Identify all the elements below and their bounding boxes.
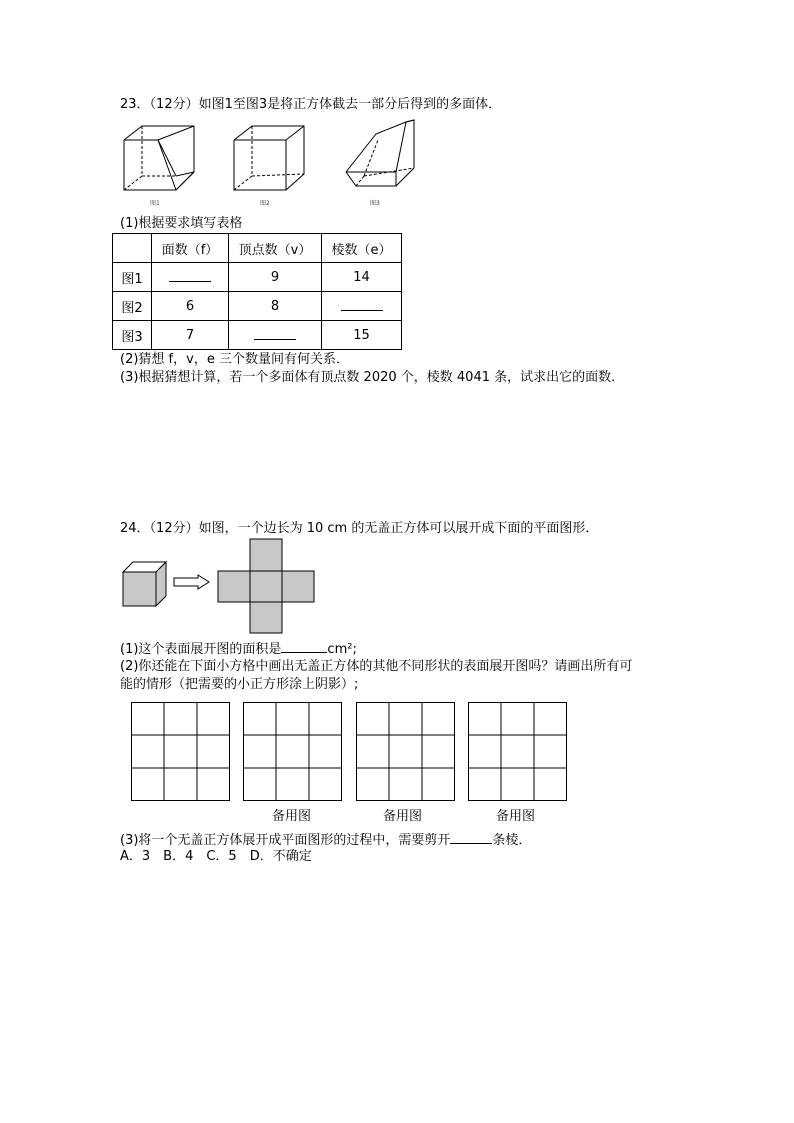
edges-cut-blank[interactable] (450, 831, 492, 844)
q23-part3: (3)根据猜想计算，若一个多面体有顶点数 2020 个，棱数 4041 条，试求出它的面数． (120, 370, 625, 385)
drawing-grid[interactable] (356, 702, 456, 802)
q24-part3 (120, 831, 531, 849)
figure-2-caption: 图2 (260, 200, 270, 207)
figure-3-polyhedron (338, 116, 428, 196)
q24-title: 24．（12分）如图，一个边长为 10 cm 的无盖正方体可以展开成下面的平面图形． (120, 521, 599, 536)
q23-title: 23．（12分）如图1至图3是将正方体截去一部分后得到的多面体． (120, 97, 502, 112)
q24-part3-text: (3)将一个无盖正方体展开成平面图形的过程中，需要剪开 (120, 833, 451, 848)
arrow-icon (172, 574, 212, 590)
q23-part1: (1)根据要求填写表格 (120, 216, 243, 231)
edges-cell: 14 (322, 263, 402, 292)
q24-part1-text: (1)这个表面展开图的面积是 (120, 642, 282, 657)
edges-cell: 15 (322, 321, 402, 350)
q24-options: A．3 B．4 C．5 D．不确定 (120, 849, 312, 864)
vertices-cell: 9 (229, 263, 322, 292)
grid-caption: 备用图 (383, 809, 423, 824)
faces-cell: 7 (152, 321, 229, 350)
header-cell-edges: 棱数（e） (322, 234, 402, 263)
faces-blank[interactable] (152, 263, 229, 292)
table-row (113, 292, 402, 321)
figure-3-caption: 图3 (370, 200, 380, 207)
drawing-grid[interactable] (468, 702, 568, 802)
q23-table (112, 233, 402, 350)
grid-caption: 备用图 (496, 809, 536, 824)
row-label: 图2 (113, 292, 152, 321)
q24-part2-line1: (2)你还能在下面小方格中画出无盖正方体的其他不同形状的表面展开图吗？请画出所有可 (120, 659, 633, 674)
table-row (113, 263, 402, 292)
figure-1-polyhedron (118, 118, 208, 198)
row-label: 图3 (113, 321, 152, 350)
figure-2-polyhedron (228, 118, 318, 198)
q23-part2: (2)猜想 f，v，e 三个数量间有何关系． (120, 352, 349, 367)
q24-part2-line2: 能的情形（把需要的小正方形涂上阴影）; (120, 677, 359, 692)
vertices-cell: 8 (229, 292, 322, 321)
q24-part1 (120, 640, 357, 658)
header-cell-faces: 面数（f） (152, 234, 229, 263)
grid-caption: 备用图 (272, 809, 312, 824)
table-header-row (113, 234, 402, 263)
drawing-grid[interactable] (131, 702, 231, 802)
cube-net-figure (218, 538, 318, 634)
edges-blank[interactable] (322, 292, 402, 321)
q24-part1-unit: cm²; (327, 642, 357, 657)
faces-cell: 6 (152, 292, 229, 321)
vertices-blank[interactable] (229, 321, 322, 350)
drawing-grid[interactable] (243, 702, 343, 802)
table-row (113, 321, 402, 350)
open-cube-figure (122, 560, 172, 610)
q24-part3-suffix: 条棱． (492, 833, 532, 848)
row-label: 图1 (113, 263, 152, 292)
header-cell-vertices: 顶点数（v） (229, 234, 322, 263)
figure-1-caption: 图1 (150, 200, 160, 207)
area-answer-blank[interactable] (281, 640, 327, 653)
header-cell-empty (113, 234, 152, 263)
